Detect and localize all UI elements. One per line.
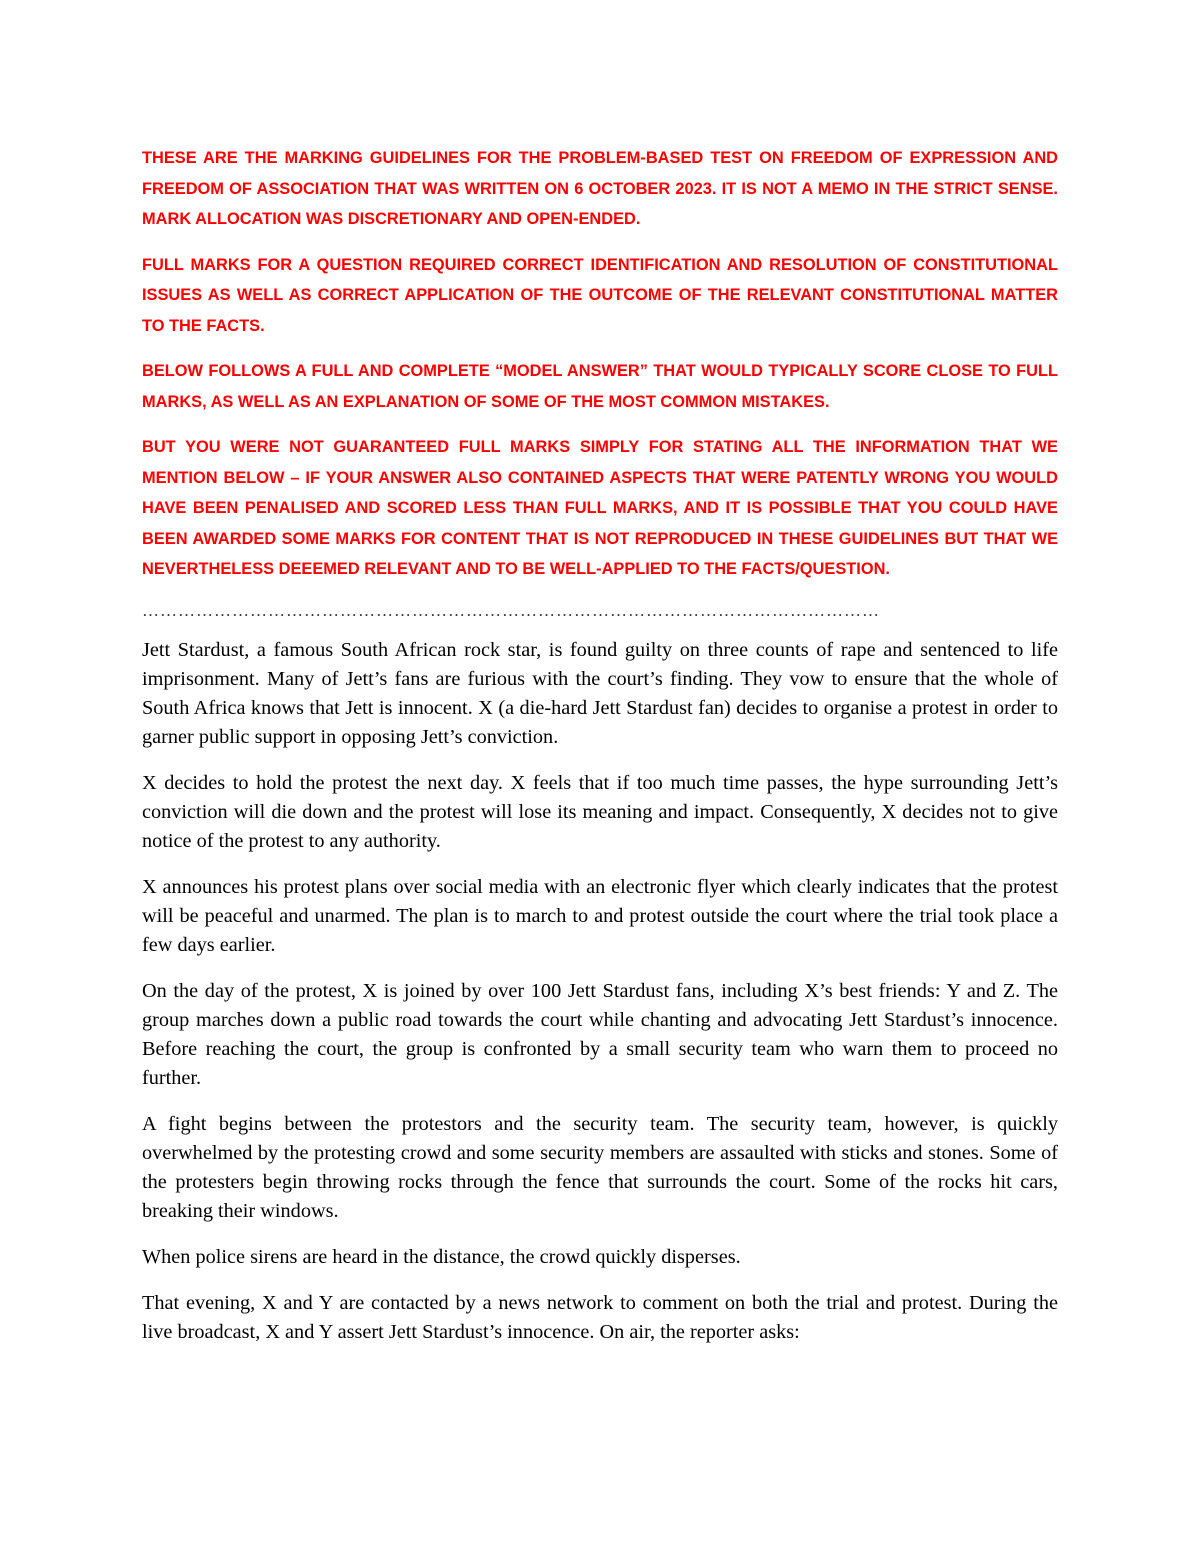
guideline-paragraph-1: THESE ARE THE MARKING GUIDELINES FOR THE PROBLEM-BASED TEST ON FREEDOM OF EXPRESSION AND FREEDOM OF ASSOCIATION THAT WAS WRITTEN ON 6 OCTOBER 2023. IT IS NOT A MEMO IN THE STRICT SENSE. MARK ALLOCATION WAS DISCRETIONARY AND OPEN-ENDED. xyxy=(142,149,1058,228)
scenario-paragraph-4: On the day of the protest, X is joined by over 100 Jett Stardust fans, including X’s best friends: Y and Z. The group marches down a public road towards the court while chanting and advocating Jett Stardust’s innocence. Before reaching the court, the group is confronted by a small security team who warn them to proceed no further. xyxy=(142,979,1058,1089)
problem-scenario xyxy=(142,636,1058,1347)
document-page xyxy=(142,143,1058,1364)
scenario-paragraph-6: When police sirens are heard in the distance, the crowd quickly disperses. xyxy=(142,1245,741,1268)
scenario-paragraph-3: X announces his protest plans over social media with an electronic flyer which clearly indicates that the protest will be peaceful and unarmed. The plan is to march to and protest outside the court where the trial took place a few days earlier. xyxy=(142,875,1058,956)
marking-guidelines-notice xyxy=(142,143,1058,585)
scenario-paragraph-5: A fight begins between the protestors and the security team. The security team, however, is quickly overwhelmed by the protesting crowd and some security members are assaulted with sticks and stones. Some of the protesters begin throwing rocks through the fence that surrounds the court. Some of the rocks hit cars, breaking their windows. xyxy=(142,1112,1058,1222)
guideline-paragraph-4: BUT YOU WERE NOT GUARANTEED FULL MARKS SIMPLY FOR STATING ALL THE INFORMATION THAT WE MENTION BELOW – IF YOUR ANSWER ALSO CONTAINED ASPECTS THAT WERE PATENTLY WRONG YOU WOULD HAVE BEEN PENALISED AND SCORED LESS THAN FULL MARKS, AND IT IS POSSIBLE THAT YOU COULD HAVE BEEN AWARDED SOME MARKS FOR CONTENT THAT IS NOT REPRODUCED IN THESE GUIDELINES BUT THAT WE NEVERTHELESS DEEEMED RELEVANT AND TO BE WELL-APPLIED TO THE FACTS/QUESTION. xyxy=(142,438,1058,578)
scenario-paragraph-1: Jett Stardust, a famous South African rock star, is found guilty on three counts of rape and sentenced to life imprisonment. Many of Jett’s fans are furious with the court’s finding. They vow to ensure that the whole of South Africa knows that Jett is innocent. X (a die-hard Jett Stardust fan) decides to organise a protest in order to garner public support in opposing Jett’s conviction. xyxy=(142,638,1058,748)
guideline-paragraph-3: BELOW FOLLOWS A FULL AND COMPLETE “MODEL ANSWER” THAT WOULD TYPICALLY SCORE CLOSE TO FULL MARKS, AS WELL AS AN EXPLANATION OF SOME OF THE MOST COMMON MISTAKES. xyxy=(142,362,1058,411)
dotted-separator: …………………………………………………………………………………………………………… xyxy=(142,600,880,620)
scenario-paragraph-2: X decides to hold the protest the next day. X feels that if too much time passes, the hype surrounding Jett’s conviction will die down and the protest will lose its meaning and impact. Consequently, X decides not to give notice of the protest to any authority. xyxy=(142,771,1058,852)
guideline-paragraph-2: FULL MARKS FOR A QUESTION REQUIRED CORRECT IDENTIFICATION AND RESOLUTION OF CONSTITUTIONAL ISSUES AS WELL AS CORRECT APPLICATION OF THE OUTCOME OF THE RELEVANT CONSTITUTIONAL MATTER TO THE FACTS. xyxy=(142,255,1058,335)
scenario-paragraph-7: That evening, X and Y are contacted by a news network to comment on both the trial and protest. During the live broadcast, X and Y assert Jett Stardust’s innocence. On air, the reporter asks: xyxy=(142,1291,1058,1343)
